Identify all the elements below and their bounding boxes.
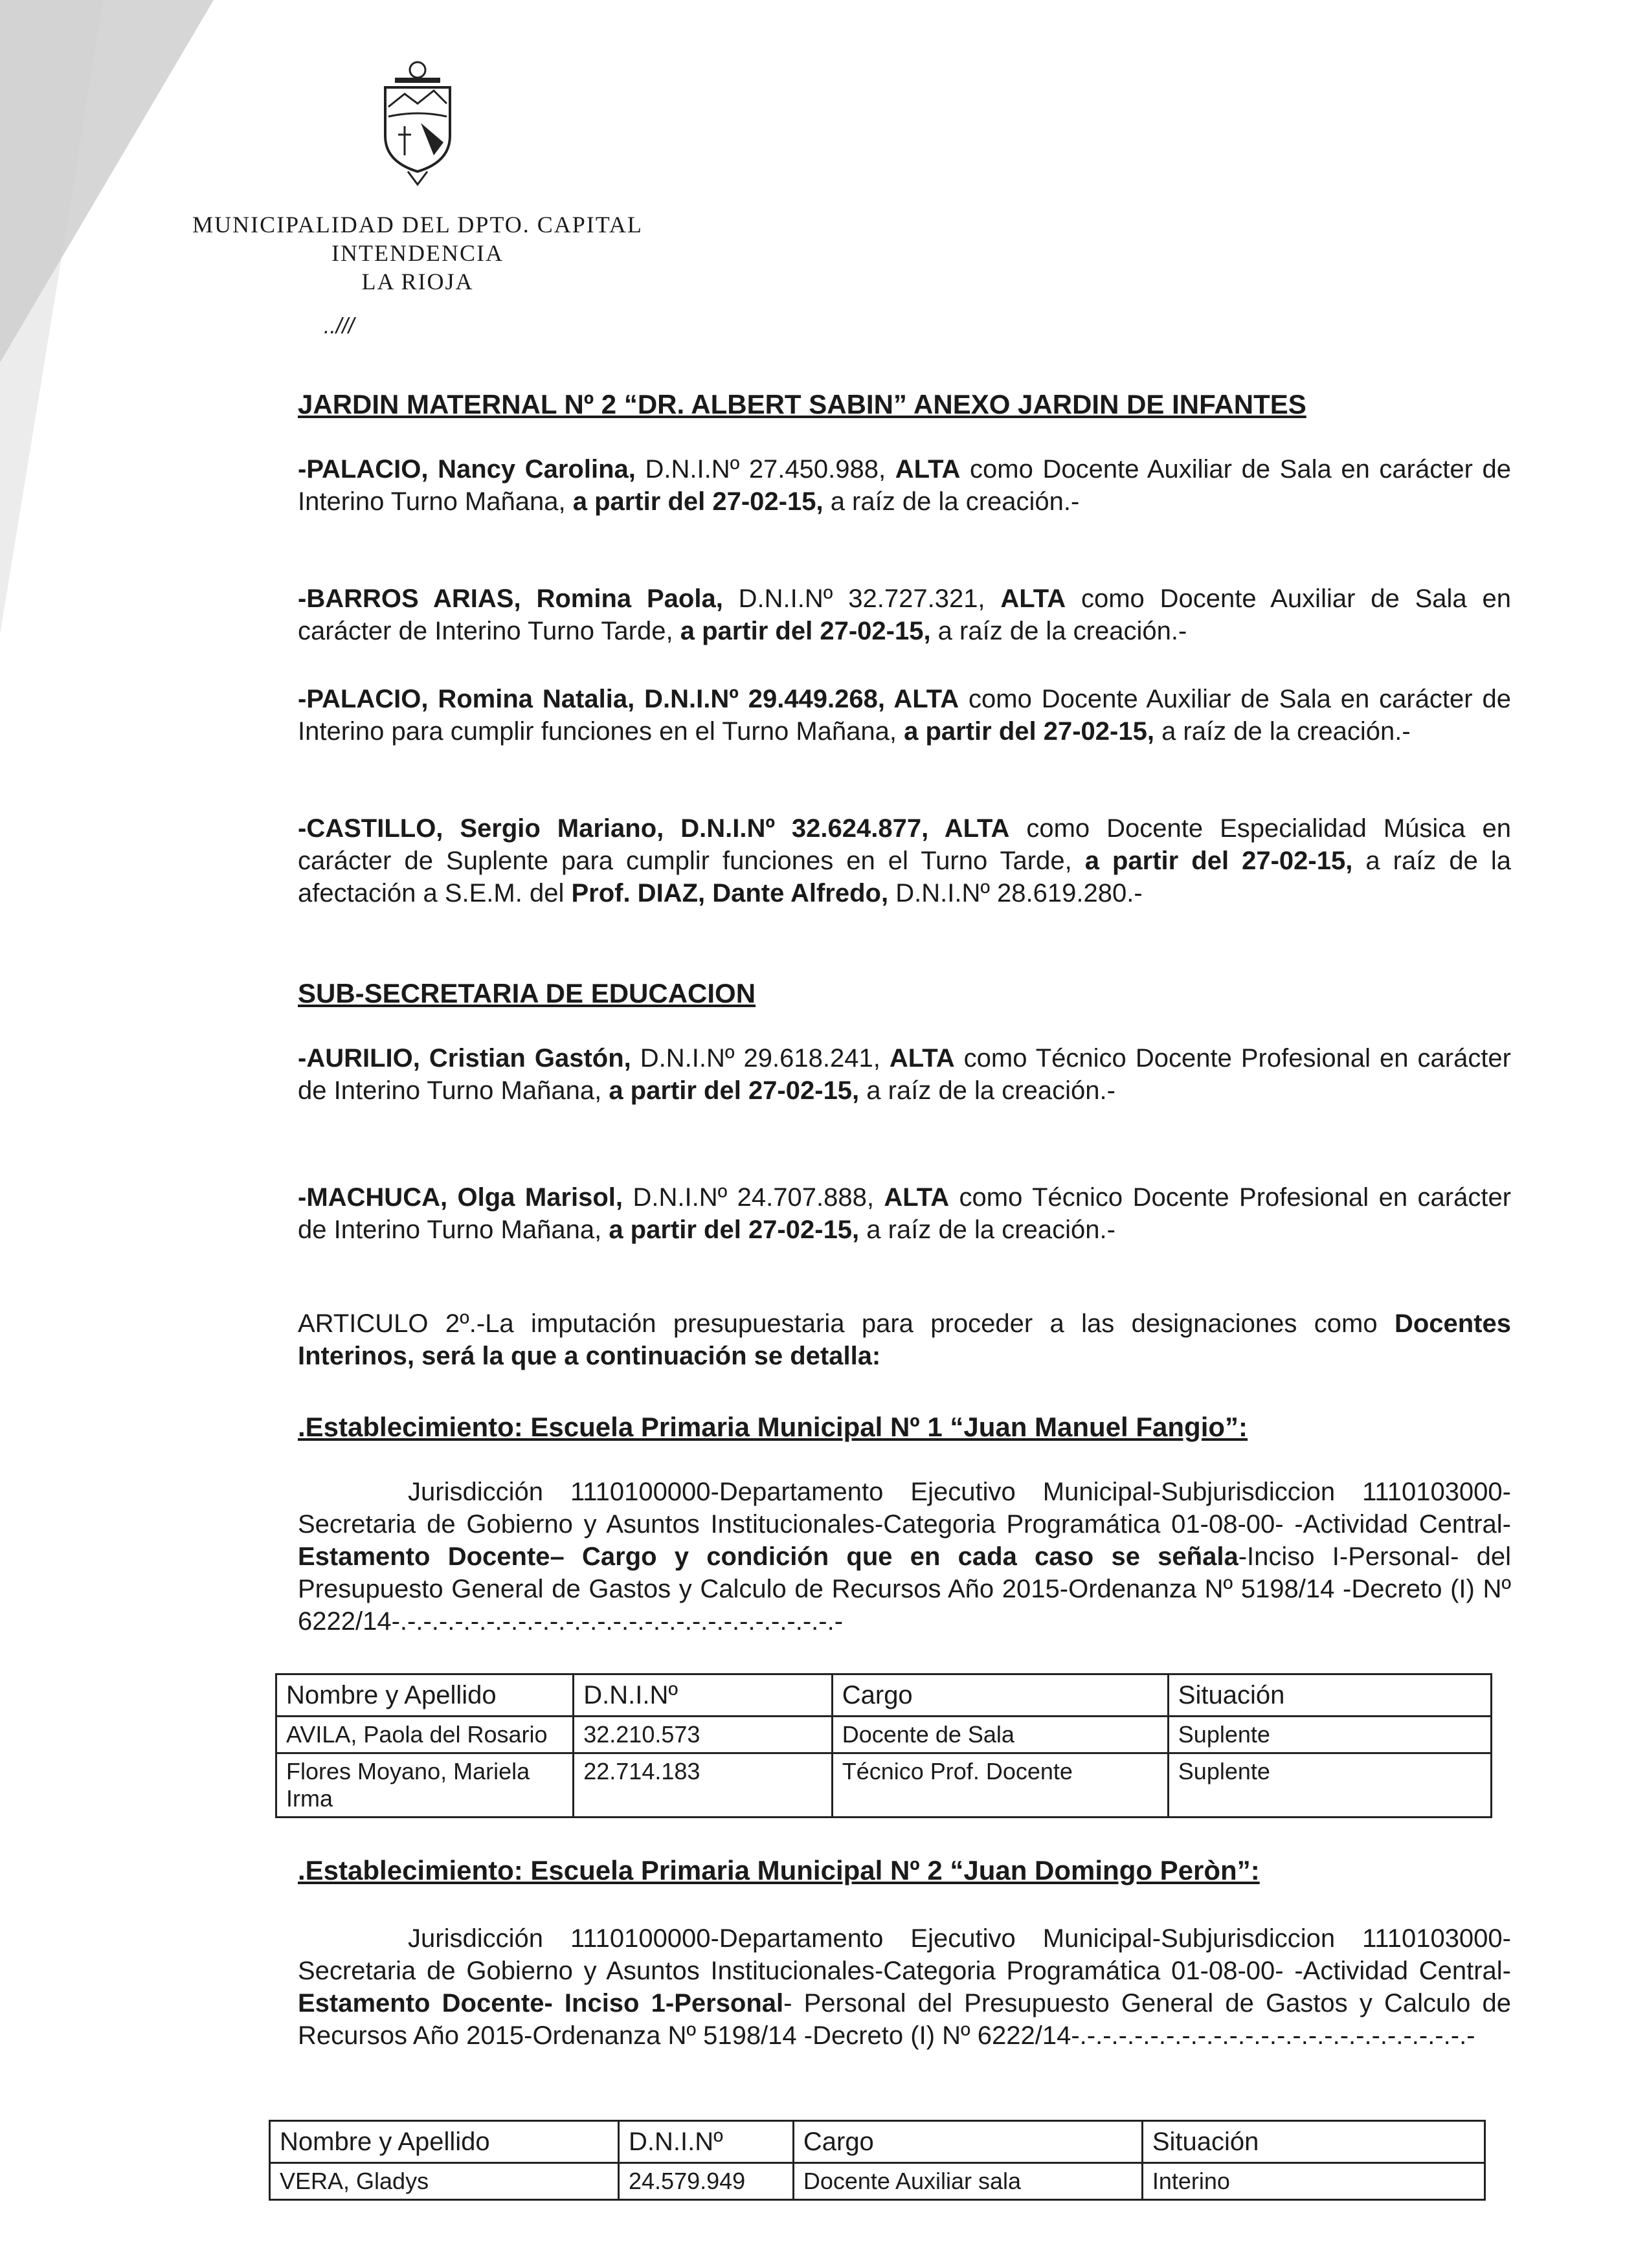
entry-palacio-romina: -PALACIO, Romina Natalia, D.N.I.Nº 29.449.268, ALTA como Docente Auxiliar de Sala en carácter de Interino para cumplir funciones en el Turno Mañana, a partir del 27-02-15, a raíz de la creación.- [298, 685, 1511, 746]
header-municipality: MUNICIPALIDAD DEL DPTO. CAPITAL [192, 212, 643, 238]
establecimiento-1-table [275, 1673, 1492, 1818]
cell-situacion: Interino [1142, 2163, 1485, 2200]
col-header-nombre: Nombre y Apellido [276, 1674, 574, 1717]
entry-palacio-nancy: -PALACIO, Nancy Carolina, D.N.I.Nº 27.450.988, ALTA como Docente Auxiliar de Sala en carácter de Interino Turno Mañana, a partir del 27-02-15, a raíz de la creación.- [298, 455, 1512, 516]
establecimiento-2-budget: Jurisdicción 1110100000-Departamento Ejecutivo Municipal-Subjurisdiccion 1110103000-Secretaria de Gobierno y Asuntos Institucionales-Categoria Programática 01-08-00- -Actividad Central- Estamento Docente- Inciso 1-Personal- Personal del Presupuesto General de Gastos y Calculo de Recursos Año 2015-Ordenanza Nº 5198/14 -Decreto (I) Nº 6222/14-.-.-.-.-.-.-.-.-.-.-.-.-.-.-.-.-.-.-.-.-.-.-.-.-.- [298, 1924, 1511, 2050]
establecimiento-1-table-wrap [275, 1673, 1511, 1818]
entry-barros-arias: -BARROS ARIAS, Romina Paola, D.N.I.Nº 32.727.321, ALTA como Docente Auxiliar de Sala en carácter de Interino Turno Tarde, a partir del 27-02-15, a raíz de la creación.- [298, 584, 1512, 645]
cell-situacion: Suplente [1168, 1753, 1491, 1818]
establecimiento-2 [298, 1854, 1511, 1887]
table-row [276, 1717, 1492, 1753]
establecimiento-2-title: .Establecimiento: Escuela Primaria Municipal Nº 2 “Juan Domingo Peròn”: [298, 1855, 1260, 1885]
table-header-row [270, 2121, 1485, 2163]
col-header-situacion: Situación [1142, 2121, 1485, 2163]
col-header-dni: D.N.I.Nº [619, 2121, 794, 2163]
col-header-cargo: Cargo [793, 2121, 1142, 2163]
cell-nombre: Flores Moyano, Mariela Irma [276, 1753, 574, 1818]
section-subsecretaria [298, 977, 1511, 1010]
header-city: LA RIOJA [361, 269, 474, 295]
establecimiento-1-budget: Jurisdicción 1110100000-Departamento Ejecutivo Municipal-Subjurisdiccion 1110103000-Secretaria de Gobierno y Asuntos Institucionales-Categoria Programática 01-08-00- -Actividad Central-Estamento Docente– Cargo y condición que en cada caso se señala-Inciso I-Personal- del Presupuesto General de Gastos y Calculo de Recursos Año 2015-Ordenanza Nº 5198/14 -Decreto (I) Nº 6222/14-.-.-.-.-.-.-.-.-.-.-.-.-.-.-.-.-.-.-.-.-.-.-.-.-.-.-.-.- [298, 1478, 1511, 1636]
col-header-situacion: Situación [1168, 1674, 1491, 1717]
cell-cargo: Docente Auxiliar sala [793, 2163, 1142, 2200]
col-header-dni: D.N.I.Nº [574, 1674, 833, 1717]
establecimiento-1-title: .Establecimiento: Escuela Primaria Municipal Nº 1 “Juan Manuel Fangio”: [298, 1412, 1248, 1442]
cell-dni: 22.714.183 [574, 1753, 833, 1818]
articulo-2: ARTICULO 2º.-La imputación presupuestaria para proceder a las designaciones como Docentes Interinos, será la que a continuación se detalla: [298, 1309, 1511, 1370]
letterhead [162, 58, 673, 296]
establecimiento-2-table [269, 2120, 1486, 2201]
section-jardin [298, 388, 1511, 421]
continuation-mark: ../// [324, 314, 355, 339]
entry-machuca: -MACHUCA, Olga Marisol, D.N.I.Nº 24.707.888, ALTA como Técnico Docente Profesional en carácter de Interino Turno Mañana, a partir del 27-02-15, a raíz de la creación.- [298, 1183, 1512, 1244]
header-intendencia: INTENDENCIA [331, 240, 504, 266]
municipal-seal-icon [369, 58, 466, 188]
table-row [276, 1753, 1492, 1818]
table-header-row [276, 1674, 1492, 1717]
cell-dni: 32.210.573 [574, 1717, 833, 1753]
cell-dni: 24.579.949 [619, 2163, 794, 2200]
cell-situacion: Suplente [1168, 1717, 1491, 1753]
cell-cargo: Docente de Sala [832, 1717, 1168, 1753]
section-title: JARDIN MATERNAL Nº 2 “DR. ALBERT SABIN” ANEXO JARDIN DE INFANTES [298, 389, 1306, 419]
establecimiento-2-table-wrap [269, 2120, 1511, 2201]
col-header-nombre: Nombre y Apellido [270, 2121, 619, 2163]
cell-cargo: Técnico Prof. Docente [832, 1753, 1168, 1818]
section-title: SUB-SECRETARIA DE EDUCACION [298, 978, 756, 1008]
col-header-cargo: Cargo [832, 1674, 1168, 1717]
cell-nombre: AVILA, Paola del Rosario [276, 1717, 574, 1753]
entry-aurilio: -AURILIO, Cristian Gastón, D.N.I.Nº 29.618.241, ALTA como Técnico Docente Profesional en carácter de Interino Turno Mañana, a partir del 27-02-15, a raíz de la creación.- [298, 1044, 1511, 1105]
entry-castillo: -CASTILLO, Sergio Mariano, D.N.I.Nº 32.624.877, ALTA como Docente Especialidad Música en carácter de Suplente para cumplir funciones en el Turno Tarde, a partir del 27-02-15, a raíz de la afectación a S.E.M. del Prof. DIAZ, Dante Alfredo, D.N.I.Nº 28.619.280.- [298, 814, 1511, 907]
cell-nombre: VERA, Gladys [270, 2163, 619, 2200]
table-row [270, 2163, 1485, 2200]
establecimiento-1 [298, 1411, 1511, 1443]
